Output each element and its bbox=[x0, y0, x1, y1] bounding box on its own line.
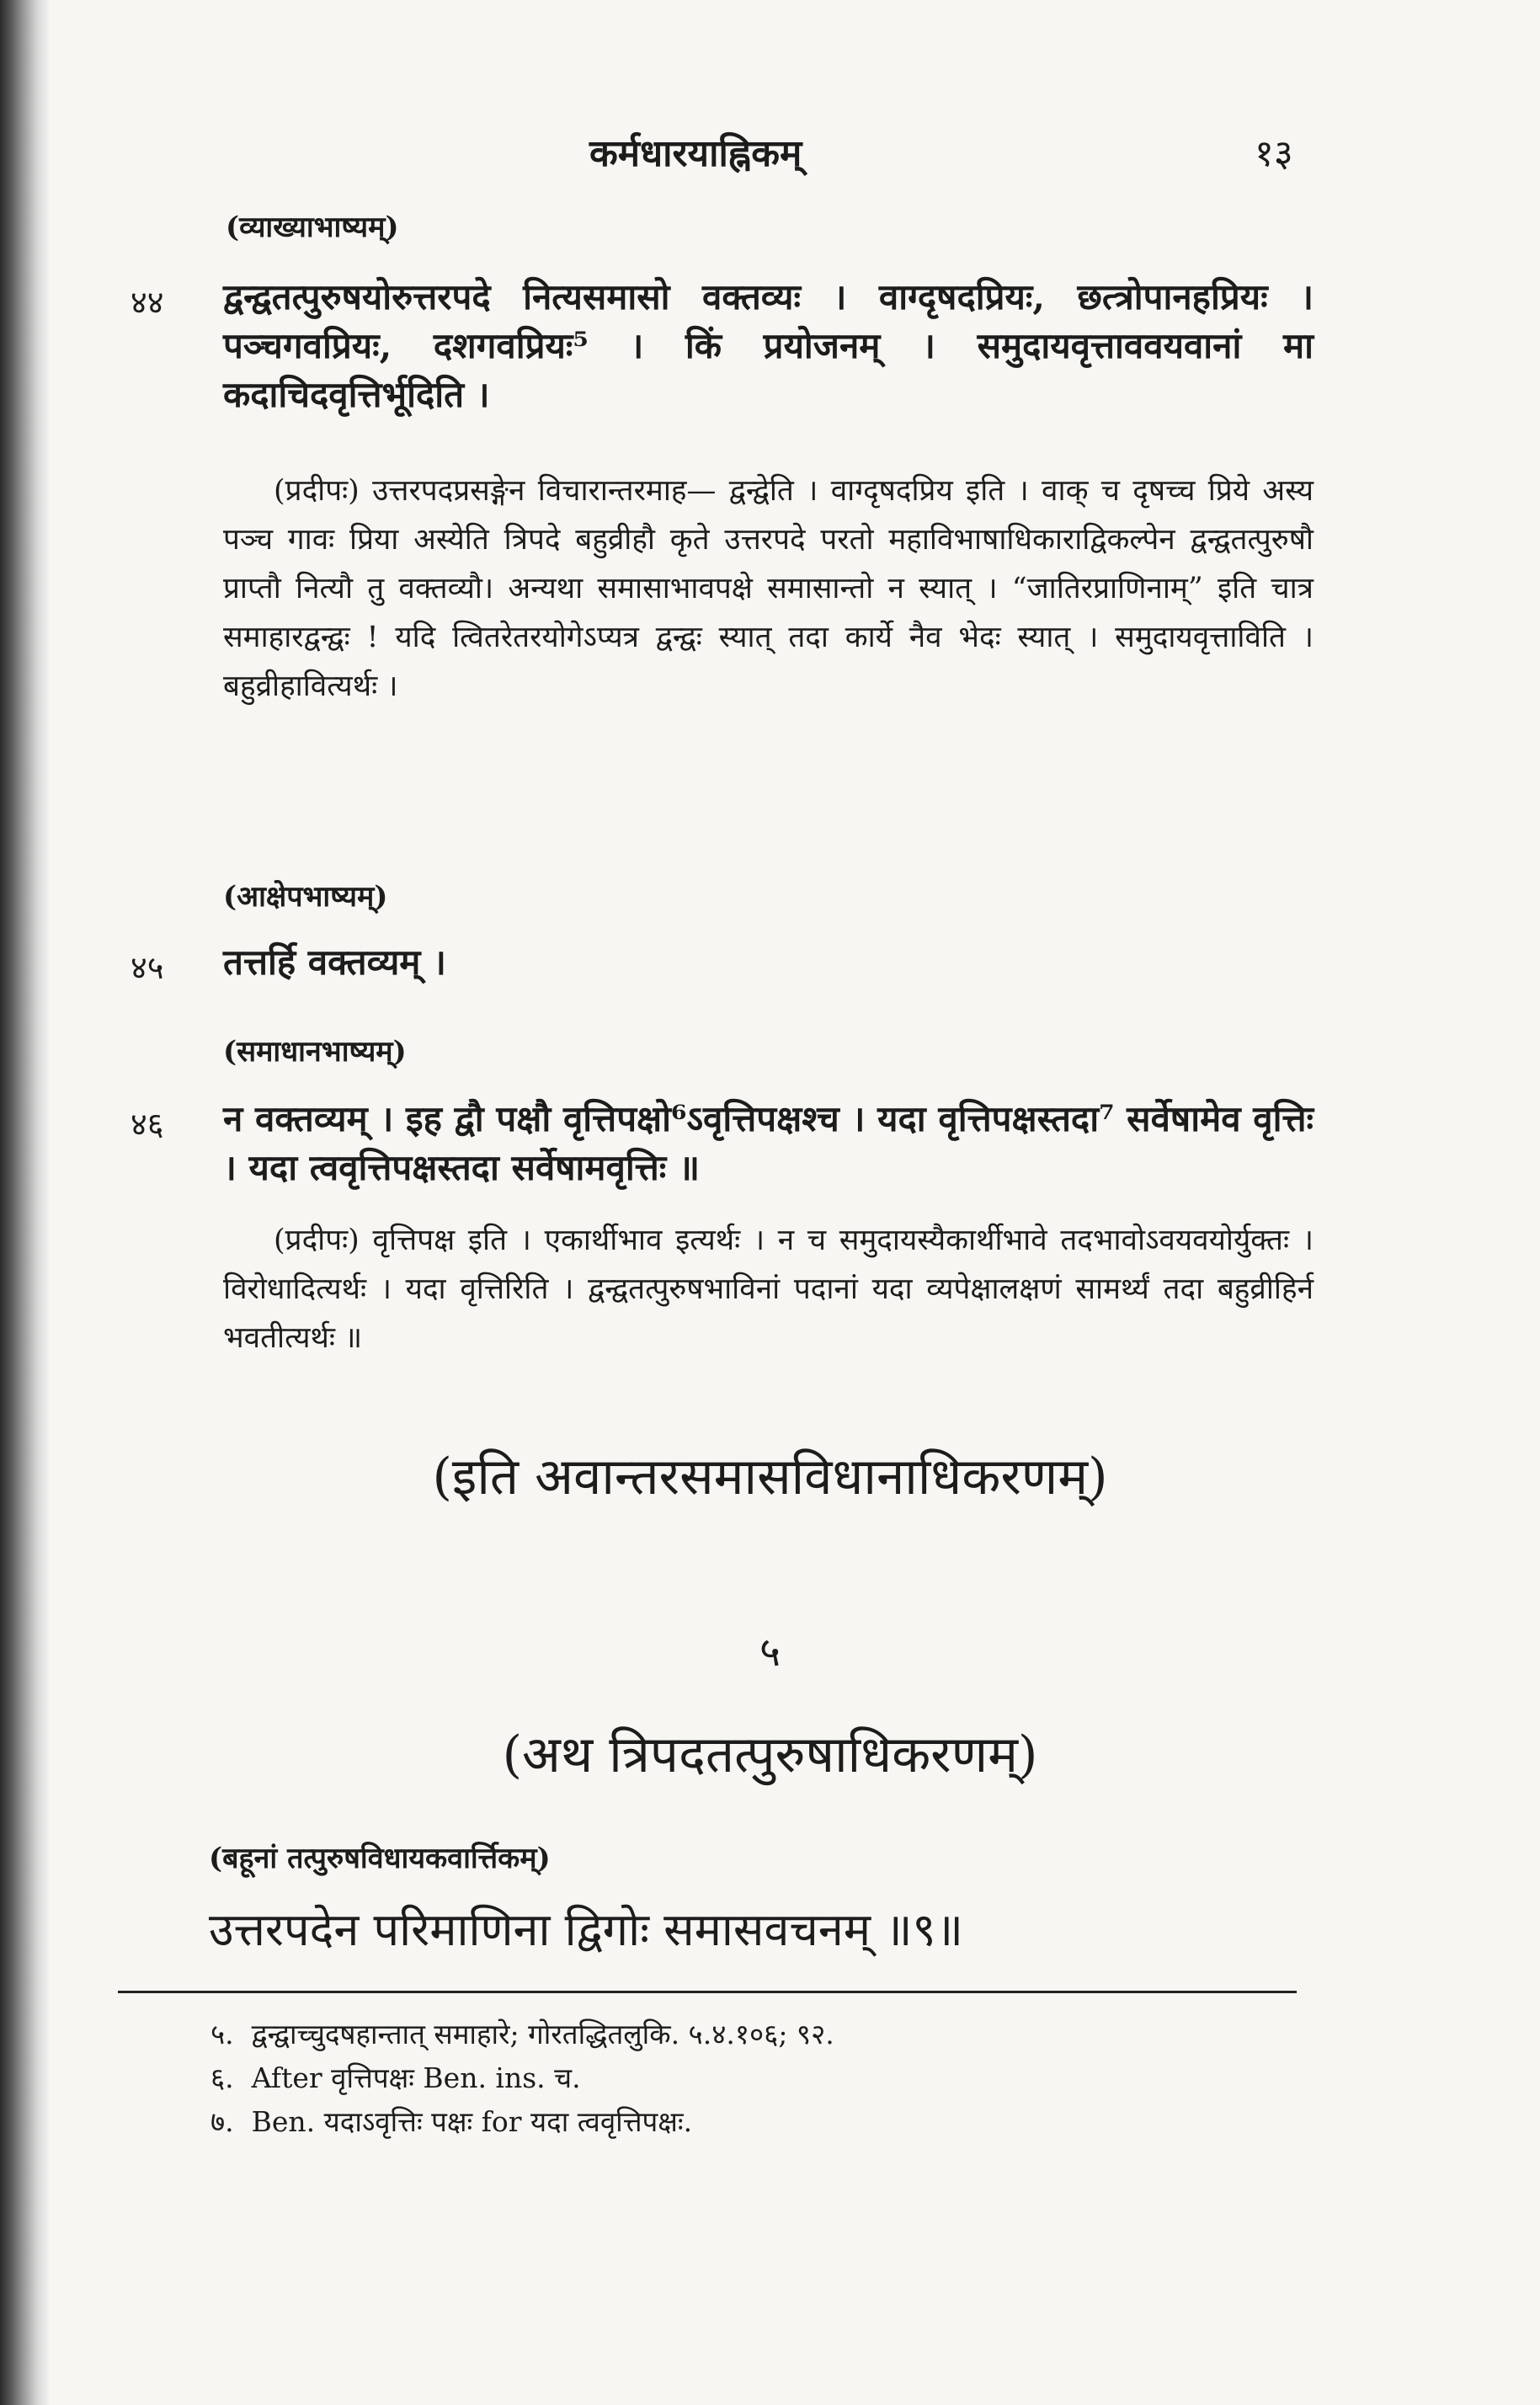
footnote-text: Ben. यदाऽवृत्तिः पक्षः for यदा त्ववृत्तिपक्षः. bbox=[251, 2105, 693, 2138]
pradipa-text-46: (प्रदीपः) वृत्तिपक्ष इति । एकार्थीभाव इत्यर्थः । न च समुदायस्यैकार्थीभावे तदभावोऽवयवयोर्युक्तः । विरोधादित्यर्थः । यदा वृत्तिरिति । द्वन्द्वतत्पुरुषभाविनां पदानां यदा व्यपेक्षालक्षणं सामर्थ्यं तदा बहुव्रीहिर्न भवतीत्यर्थः ॥ bbox=[223, 1224, 1314, 1355]
footnote-marker: ७. bbox=[210, 2105, 234, 2138]
footnote-marker: ६. bbox=[210, 2061, 234, 2094]
bhashya-text-45: तत्तर्हि वक्तव्यम् । bbox=[223, 941, 446, 983]
section-number: ५ bbox=[759, 1629, 781, 1676]
bhashya-text-44: द्वन्द्वतत्पुरुषयोरुत्तरपदे नित्यसमासो वक्तव्यः । वाग्दृषदप्रियः, छत्त्रोपानहप्रियः । पञ्चगवप्रियः, दशगवप्रियः⁵ । किं प्रयोजनम् । समुदायवृत्ताववयवानां मा कदाचिदवृत्तिर्भूदिति । bbox=[223, 276, 1314, 415]
bhashya-text-46: न वक्तव्यम् । इह द्वौ पक्षौ वृत्तिपक्षो⁶ऽवृत्तिपक्षश्च । यदा वृत्तिपक्षस्तदा⁷ सर्वेषामेव वृत्तिः । यदा त्ववृत्तिपक्षस्तदा सर्वेषामवृत्तिः ॥ bbox=[223, 1098, 1314, 1188]
footnote-text: After वृत्तिपक्षः Ben. ins. च. bbox=[251, 2061, 581, 2094]
page-number: १३ bbox=[1255, 132, 1293, 175]
section-tag-44: (व्याख्याभाष्यम्) bbox=[226, 211, 399, 244]
footnote-3 bbox=[210, 2100, 1221, 2144]
section-tag-46: (समाधानभाष्यम्) bbox=[223, 1035, 407, 1069]
paragraph-number-44: ४४ bbox=[131, 284, 164, 321]
footnote-1 bbox=[210, 2013, 1221, 2056]
section-tag-45: (आक्षेपभाष्यम्) bbox=[223, 880, 388, 914]
paragraph-number-45: ४५ bbox=[131, 949, 164, 986]
new-section-heading: (अथ त्रिपदतत्पुरुषाधिकरणम्) bbox=[502, 1725, 1038, 1784]
pradipa-text-44: (प्रदीपः) उत्तरपदप्रसङ्गेन विचारान्तरमाह— द्वन्द्वेति । वाग्दृषदप्रिय इति । वाक् च दृषच्च प्रिये अस्य पञ्च गावः प्रिया अस्येति त्रिपदे बहुव्रीहौ कृते उत्तरपदे परतो महाविभाषाधिकाराद्विकल्पेन द्वन्द्वतत्पुरुषौ प्राप्तौ नित्यौ तु वक्तव्यौ। अन्यथा समासाभावपक्षे समासान्तो न स्यात् । “जातिरप्राणिनाम्” इति चात्र समाहारद्वन्द्वः ! यदि त्वितरेतरयोगेऽप्यत्र द्वन्द्वः स्यात् तदा कार्ये नैव भेदः स्यात् । समुदायवृत्ताविति । बहुव्रीहावित्यर्थः । bbox=[223, 474, 1314, 703]
closing-heading: (इति अवान्तरसमासविधानाधिकरणम्) bbox=[432, 1448, 1108, 1506]
footnote-2 bbox=[210, 2056, 1221, 2100]
footnote-text: द्वन्द्वाच्चुदषहान्तात् समाहारे; गोरतद्धितलुकि. ५.४.१०६; ९२. bbox=[251, 2018, 834, 2050]
running-title: कर्मधारयाह्निकम् bbox=[589, 132, 802, 175]
varttika-tag: (बहूनां तत्पुरुषविधायकवार्त्तिकम्) bbox=[209, 1842, 551, 1875]
footnote-marker: ५. bbox=[210, 2018, 234, 2050]
varttika-text: उत्तरपदेन परिमाणिना द्विगोः समासवचनम् ॥९॥ bbox=[209, 1903, 963, 1956]
footnote-rule bbox=[118, 1991, 1297, 1993]
paragraph-number-46: ४६ bbox=[131, 1106, 164, 1143]
